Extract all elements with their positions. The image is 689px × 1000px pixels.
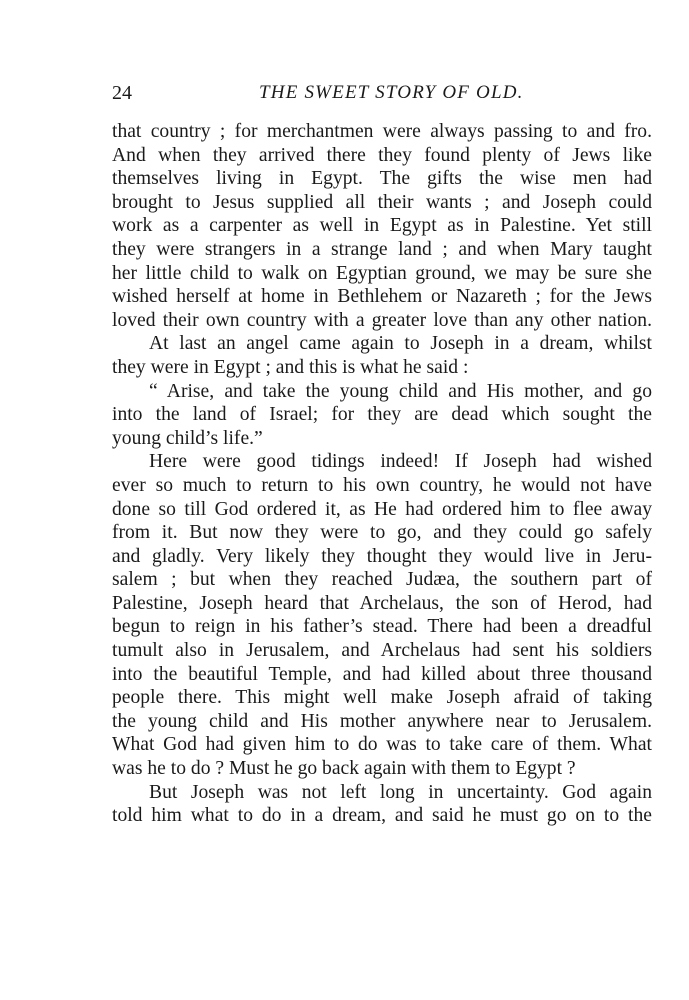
text-line: What God had given him to do was to take care of them. What [112,734,652,756]
running-title: THE SWEET STORY OF OLD. [259,82,524,103]
text-line: they were in Egypt ; and this is what he said : [112,356,469,378]
text-line: young child’s life.” [112,427,263,449]
text-line: that country ; for merchantmen were always passing to and fro. [112,121,652,142]
text-line: from it. But now they were to go, and they could go safely [112,522,652,544]
text-line: told him what to do in a dream, and said he must go on to the [112,805,652,827]
text-line: But Joseph was not left long in uncertainty. God again [149,781,652,803]
text-line: salem ; but when they reached Judæa, the southern part of [112,569,652,591]
text-line: ever so much to return to his own country, he would not have [112,474,652,496]
text-line: her little child to walk on Egyptian ground, we may be sure she [112,262,652,284]
text-line: and gladly. Very likely they thought they would live in Jeru- [112,545,652,567]
text-line: At last an angel came again to Joseph in a dream, whilst [149,333,652,355]
body-text [112,120,652,828]
text-line: wished herself at home in Bethlehem or Nazareth ; for the Jews [112,286,652,308]
text-line: people there. This might well make Joseph afraid of taking [112,687,652,709]
text-line: “ Arise, and take the young child and His mother, and go [149,380,652,402]
text-line: they were strangers in a strange land ; and when Mary taught [112,238,652,260]
page-header [112,82,652,108]
text-line: brought to Jesus supplied all their wants ; and Joseph could [112,191,652,213]
text-line: done so till God ordered it, as He had ordered him to flee away [112,498,652,520]
page-number: 24 [112,82,132,104]
text-line: tumult also in Jerusalem, and Archelaus had sent his soldiers [112,640,652,662]
text-line: was he to do ? Must he go back again with them to Egypt ? [112,758,576,780]
text-line: Palestine, Joseph heard that Archelaus, the son of Herod, had [112,592,652,614]
text-line: begun to reign in his father’s stead. There had been a dreadful [112,616,652,638]
text-line: Here were good tidings indeed! If Joseph had wished [149,451,652,473]
text-line: work as a carpenter as well in Egypt as in Palestine. Yet still [112,215,652,237]
text-line: themselves living in Egypt. The gifts the wise men had [112,168,652,190]
text-line: into the beautiful Temple, and had killed about three thousand [112,663,652,685]
text-line: the young child and His mother anywhere near to Jerusalem. [112,710,652,732]
text-line: into the land of Israel; for they are dead which sought the [112,404,652,426]
text-line: loved their own country with a greater love than any other nation. [112,309,652,331]
text-line: And when they arrived there they found plenty of Jews like [112,144,652,166]
